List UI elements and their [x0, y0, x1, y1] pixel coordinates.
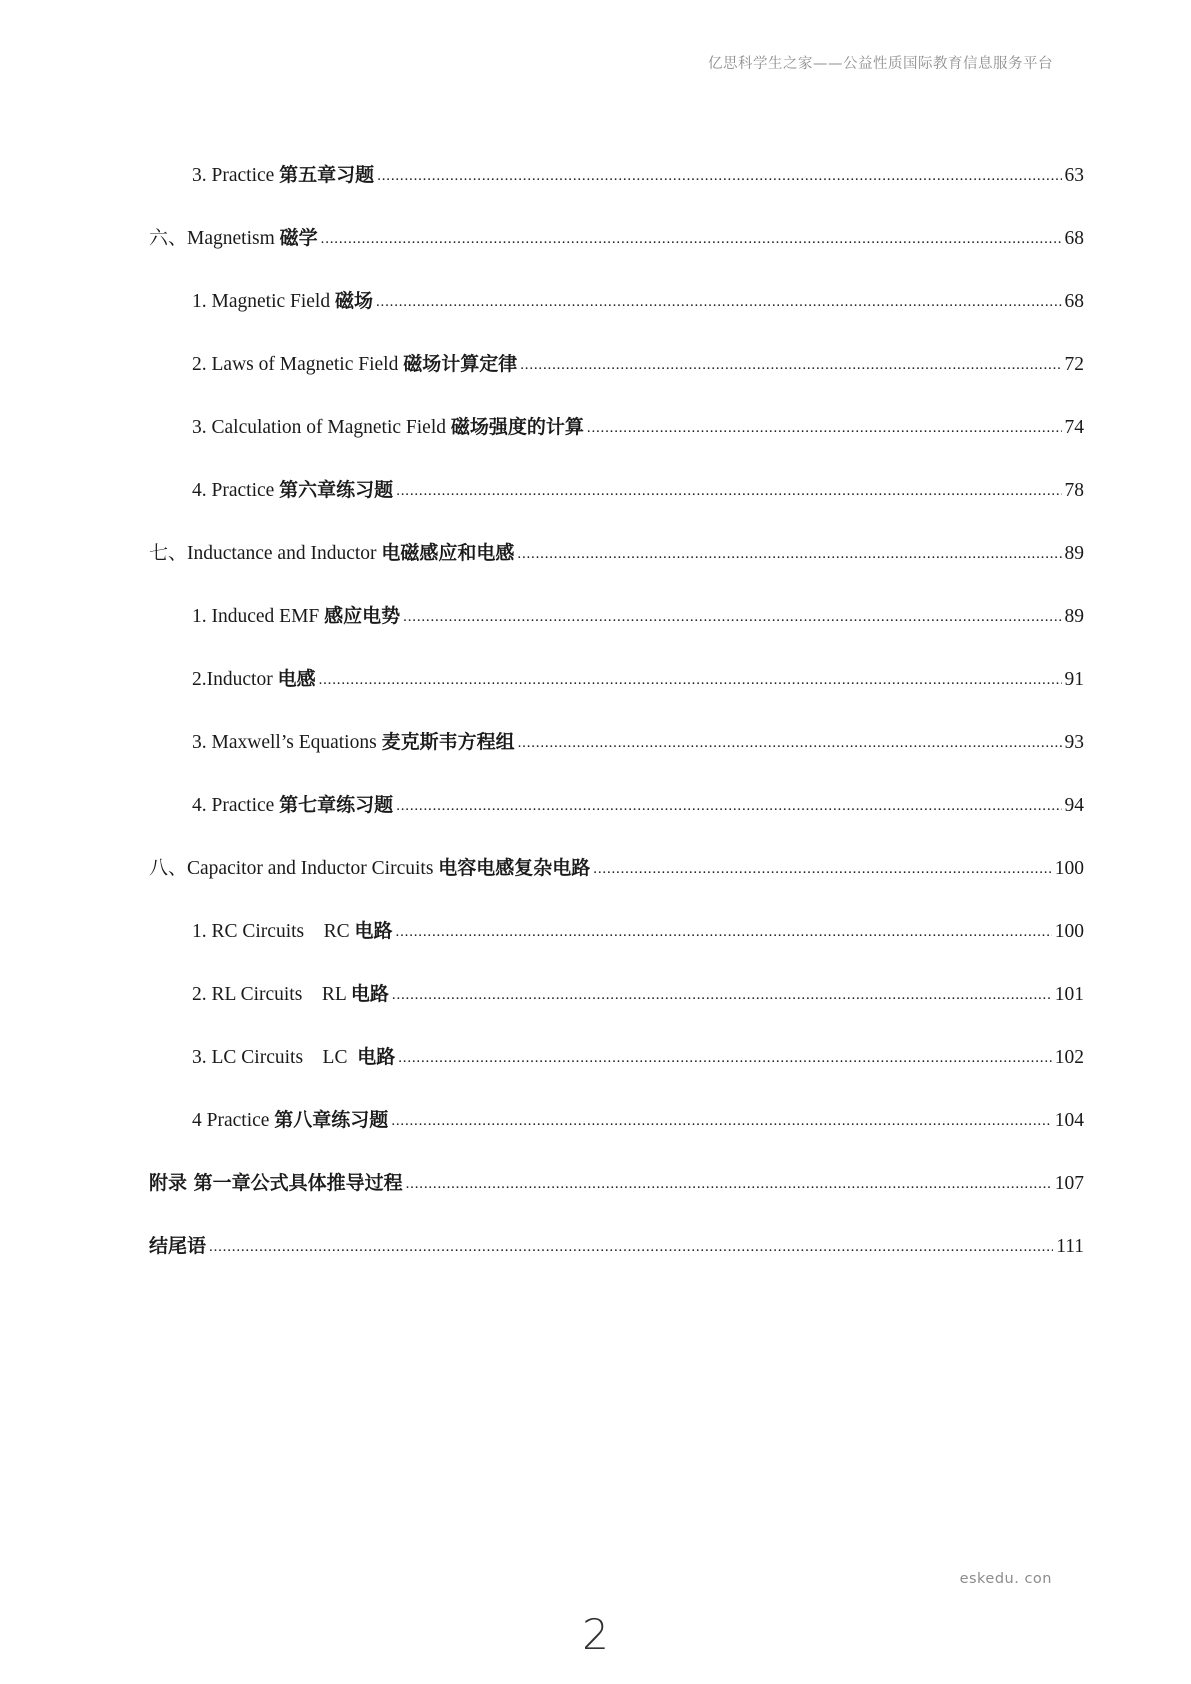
toc-page-number: 89	[1064, 606, 1084, 627]
toc-entry-title-cn: 磁场计算定律	[403, 353, 518, 375]
toc-entry-title-cn: 第七章练习题	[279, 794, 394, 816]
toc-entry-title	[192, 288, 373, 315]
toc-dot-leader	[319, 666, 1062, 693]
toc-dot-leader	[593, 855, 1051, 882]
toc-entry-title-cn: 电容电感复杂电路	[438, 857, 591, 879]
toc-entry-title	[192, 729, 515, 756]
toc-page-number: 68	[1064, 228, 1084, 249]
toc-dot-leader	[587, 414, 1062, 441]
toc-entry-title-en: 1. Magnetic Field	[192, 291, 335, 312]
toc-page-number: 91	[1064, 669, 1084, 690]
toc-dot-leader	[391, 1107, 1051, 1134]
toc-entry-title-en: 1. RC Circuits RC	[192, 921, 355, 942]
toc-entry-title-cn: 磁场强度的计算	[450, 416, 584, 438]
toc-page-number: 102	[1054, 1047, 1084, 1068]
toc-entry[interactable]	[149, 225, 1084, 253]
toc-entry-title-en: Magnetism	[187, 228, 280, 249]
toc-entry-title-en: 4. Practice	[192, 795, 280, 816]
toc-entry-title-cn: 电路	[350, 983, 389, 1005]
toc-entry[interactable]	[192, 162, 1084, 190]
toc-entry[interactable]	[192, 981, 1084, 1009]
toc-entry-title	[192, 477, 393, 504]
toc-entry-title	[149, 225, 318, 252]
toc-entry[interactable]	[192, 351, 1084, 379]
toc-entry-title-en: 4. Practice	[192, 480, 280, 501]
toc-entry[interactable]	[192, 729, 1084, 757]
toc-entry-title	[149, 540, 514, 567]
toc-entry[interactable]	[192, 918, 1084, 946]
toc-dot-leader	[403, 603, 1061, 630]
toc-entry-title-en: 3. Maxwell’s Equations	[192, 732, 382, 753]
toc-entry-title	[192, 1107, 388, 1134]
toc-entry-title-cn: 电磁感应和电感	[381, 542, 515, 564]
toc-page-number: 78	[1064, 480, 1084, 501]
toc-entry[interactable]	[192, 792, 1084, 820]
toc-dot-leader	[396, 477, 1061, 504]
toc-dot-leader	[520, 351, 1061, 378]
toc-entry-title-cn: 磁学	[279, 227, 318, 249]
toc-dot-leader	[406, 1170, 1052, 1197]
toc-entry-title-en: 3. Practice	[192, 165, 280, 186]
toc-entry[interactable]	[149, 855, 1084, 883]
toc-entry-chapter-number: 七、	[149, 542, 188, 564]
toc-entry-title-cn: 第八章练习题	[274, 1109, 389, 1131]
toc-page-number: 63	[1064, 165, 1084, 186]
toc-page-number: 107	[1054, 1173, 1084, 1194]
toc-entry-title-en: Inductance and Inductor	[187, 543, 382, 564]
toc-entry[interactable]	[192, 1107, 1084, 1135]
toc-entry[interactable]	[192, 666, 1084, 694]
toc-entry-title-cn: 感应电势	[324, 605, 401, 627]
toc-dot-leader	[396, 792, 1061, 819]
toc-page-number: 89	[1064, 543, 1084, 564]
toc-entry-title	[149, 855, 590, 882]
toc-entry[interactable]	[192, 414, 1084, 442]
toc-dot-leader	[392, 981, 1052, 1008]
toc-entry-title-cn: 磁场	[334, 290, 373, 312]
toc-entry-title-en: 3. Calculation of Magnetic Field	[192, 417, 451, 438]
toc-dot-leader	[209, 1233, 1053, 1260]
toc-entry-title-en: Capacitor and Inductor Circuits	[187, 858, 439, 879]
toc-entry-title-cn: 附录 第一章公式具体推导过程	[149, 1172, 403, 1194]
toc-page-number: 101	[1054, 984, 1084, 1005]
toc-page-number: 93	[1064, 732, 1084, 753]
toc-entry-title	[192, 351, 517, 378]
toc-entry-title-en: 3. LC Circuits LC	[192, 1047, 358, 1068]
toc-entry[interactable]	[192, 603, 1084, 631]
toc-entry-chapter-number: 六、	[149, 227, 188, 249]
toc-entry-title-cn: 结尾语	[149, 1235, 207, 1257]
toc-entry-title	[192, 918, 393, 945]
toc-page-number: 100	[1054, 921, 1084, 942]
toc-entry-title-en: 2. RL Circuits RL	[192, 984, 351, 1005]
toc-entry-title-cn: 电路	[357, 1046, 396, 1068]
toc-entry-title	[192, 1044, 395, 1071]
toc-page-number: 111	[1056, 1236, 1084, 1257]
toc-entry-title-cn: 电路	[354, 920, 393, 942]
toc-dot-leader	[518, 729, 1062, 756]
toc-dot-leader	[377, 162, 1061, 189]
toc-entry-title-en: 2.Inductor	[192, 669, 278, 690]
toc-entry-title	[192, 414, 584, 441]
toc-entry[interactable]	[149, 1170, 1084, 1198]
toc-entry-title	[149, 1233, 206, 1260]
toc-entry-title	[192, 792, 393, 819]
toc-entry-title	[192, 666, 316, 693]
toc-dot-leader	[396, 918, 1052, 945]
toc-page-number: 100	[1054, 858, 1084, 879]
toc-entry-title-cn: 第六章练习题	[279, 479, 394, 501]
toc-entry[interactable]	[192, 1044, 1084, 1072]
toc-entry[interactable]	[149, 540, 1084, 568]
page-number: 2	[582, 1610, 609, 1659]
toc-entry[interactable]	[192, 477, 1084, 505]
footer-site-url: eskedu. con	[959, 1571, 1052, 1587]
toc-entry-title	[192, 981, 389, 1008]
toc-page-number: 104	[1054, 1110, 1084, 1131]
toc-entry-title	[192, 603, 400, 630]
toc-entry-title	[192, 162, 374, 189]
toc-entry-title-en: 1. Induced EMF	[192, 606, 325, 627]
toc-page-number: 94	[1064, 795, 1084, 816]
toc-entry-title	[149, 1170, 403, 1197]
toc-entry-title-cn: 麦克斯韦方程组	[381, 731, 515, 753]
toc-entry[interactable]	[192, 288, 1084, 316]
toc-dot-leader	[398, 1044, 1052, 1071]
toc-entry-title-cn: 第五章习题	[279, 164, 375, 186]
toc-entry-title-en: 2. Laws of Magnetic Field	[192, 354, 404, 375]
header-site-title: 亿思科学生之家——公益性质国际教育信息服务平台	[708, 56, 1053, 72]
toc-dot-leader	[376, 288, 1062, 315]
toc-dot-leader	[321, 225, 1062, 252]
toc-entry-title-cn: 电感	[277, 668, 316, 690]
toc-page-number: 74	[1064, 417, 1084, 438]
toc-page-number: 68	[1064, 291, 1084, 312]
toc-entry-chapter-number: 八、	[149, 857, 188, 879]
toc-dot-leader	[517, 540, 1061, 567]
toc-page-number: 72	[1064, 354, 1084, 375]
toc-entry[interactable]	[149, 1233, 1084, 1261]
toc-entry-title-en: 4 Practice	[192, 1110, 275, 1131]
